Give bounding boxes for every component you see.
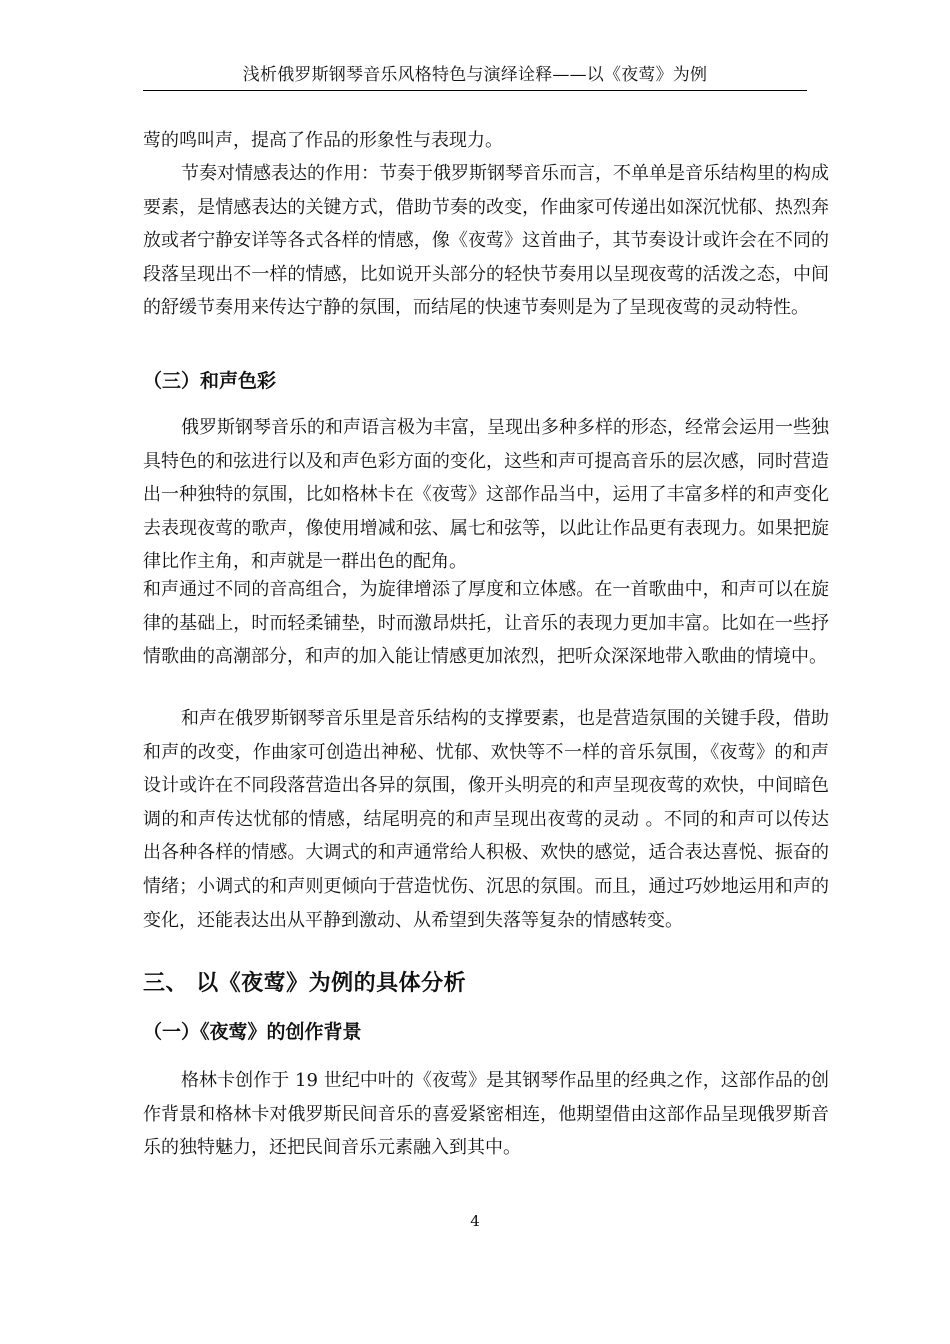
paragraph-rhythm-emotion: 节奏对情感表达的作用：节奏于俄罗斯钢琴音乐而言，不单单是音乐结构里的构成要素，是情感表达的关键方式，借助节奏的改变，作曲家可传递出如深沉忧郁、热烈奔放或者宁静安详等各式各样的情感，像《夜莺》这首曲子，其节奏设计或许会在不同的段落呈现出不一样的情感，比如说开头部分的轻快节奏用以呈现夜莺的活泼之态，中间的舒缓节奏用来传达宁静的氛围，而结尾的快速节奏则是为了呈现夜莺的灵动特性。 [143, 163, 829, 319]
paragraph-harmony-language: 俄罗斯钢琴音乐的和声语言极为丰富，呈现出多种多样的形态，经常会运用一些独具特色的和弦进行以及和声色彩方面的变化，这些和声可提高音乐的层次感，同时营造出一种独特的氛围，比如格林卡在《夜莺》这部作品当中，运用了丰富多样的和声变化去表现夜莺的歌声，像使用增减和弦、属七和弦等，以此让作品更有表现力。如果把旋律比作主角，和声就是一群出色的配角。 [143, 417, 829, 573]
page-number: 4 [470, 1212, 480, 1230]
paragraph-harmony-structure: 和声在俄罗斯钢琴音乐里是音乐结构的支撑要素，也是营造氛围的关键手段，借助和声的改变，作曲家可创造出神秘、忧郁、欢快等不一样的音乐氛围，《夜莺》的和声设计或许在不同段落营造出各异的氛围，像开头明亮的和声呈现夜莺的欢快，中间暗色调的和声传达忧郁的情感，结尾明亮的和声呈现出夜莺的灵动 。不同的和声可以传达出各种各样的情感。大调式的和声通常给人积极、欢快的感觉，适合表达喜悦、振奋的情绪；小调式的和声则更倾向于营造忧伤、沉思的氛围。而且，通过巧妙地运用和声的变化，还能表达出从平静到激动、从希望到失落等复杂的情感转变。 [143, 708, 829, 931]
paragraph-continuation: 莺的鸣叫声，提高了作品的形象性与表现力。 [143, 130, 503, 151]
heading-section-three: 三、 以《夜莺》为例的具体分析 [143, 971, 467, 996]
heading-creation-background: （一）《夜莺》的创作背景 [143, 1021, 362, 1043]
paragraph-harmony-texture: 和声通过不同的音高组合，为旋律增添了厚度和立体感。在一首歌曲中，和声可以在旋律的基础上，时而轻柔铺垫，时而激昂烘托，让音乐的表现力更加丰富。比如在一些抒情歌曲的高潮部分，和声的加入能让情感更加浓烈，把听众深深地带入歌曲的情境中。 [143, 579, 829, 668]
paragraph-creation-background: 格林卡创作于 19 世纪中叶的《夜莺》是其钢琴作品里的经典之作，这部作品的创作背景和格林卡对俄罗斯民间音乐的喜爱紧密相连，他期望借由这部作品呈现俄罗斯音乐的独特魅力，还把民间音乐元素融入到其中。 [143, 1070, 829, 1159]
heading-harmony-color: （三）和声色彩 [143, 370, 277, 392]
header-rule [143, 90, 807, 91]
running-header: 浅析俄罗斯钢琴音乐风格特色与演绎诠释——以《夜莺》为例 [242, 65, 708, 85]
